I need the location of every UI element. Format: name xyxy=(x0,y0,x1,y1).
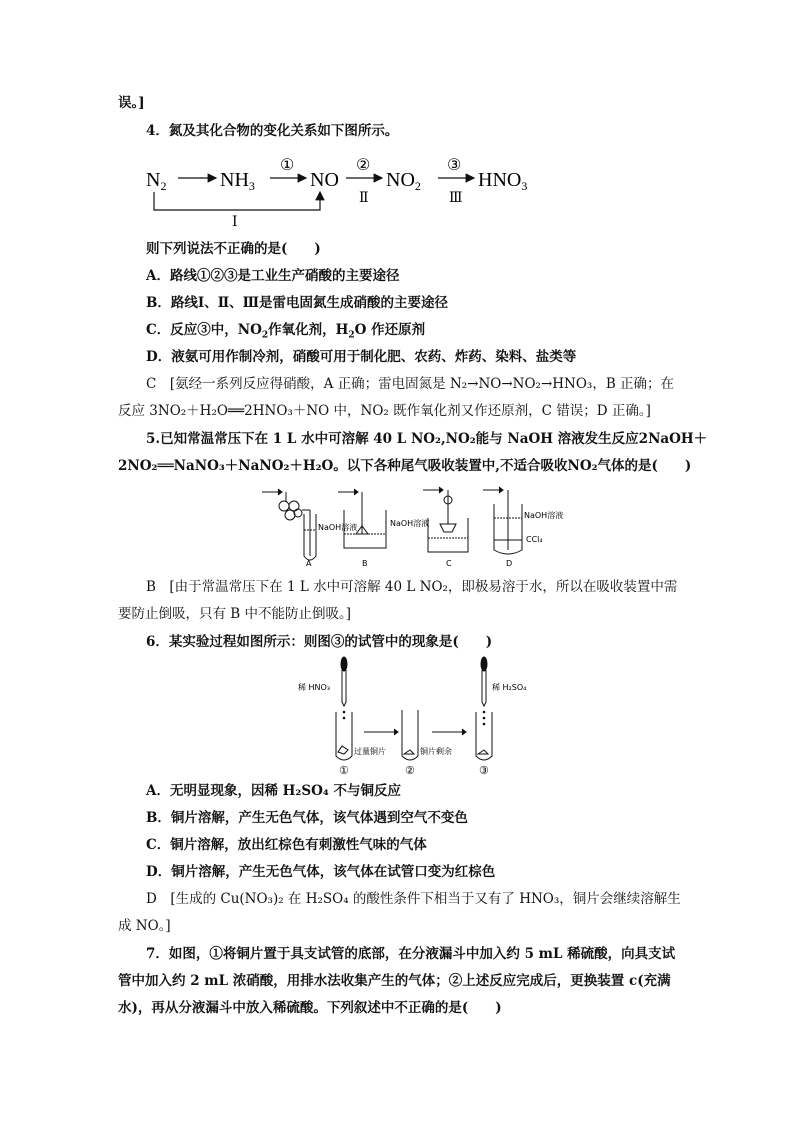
absorption-apparatus-figure xyxy=(258,486,568,568)
q4-answer-line1: C [氨经一系列反应得硝酸，A 正确；雷电固氮是 N₂→NO→NO₂→HNO₃，B 正确；在 xyxy=(146,376,675,392)
route1-arrow xyxy=(154,192,320,210)
label-d: D xyxy=(506,559,513,568)
q4-option-a: A．路线①②③是工业生产硝酸的主要途径 xyxy=(146,268,400,284)
copper-experiment-figure xyxy=(298,654,558,776)
label-dilute-h2so4: 稀 H₂SO₄ xyxy=(492,683,527,692)
q6-answer-line1: D [生成的 Cu(NO₃)₂ 在 H₂SO₄ 的酸性条件下相当于又有了 HNO₃，铜片会继续溶解生 xyxy=(146,891,681,907)
dropper-1 xyxy=(341,657,347,719)
q6-option-d: D．铜片溶解，产生无色气体，该气体在试管口变为红棕色 xyxy=(146,864,496,880)
dropper-3 xyxy=(481,657,487,725)
q6-stem: 6．某实验过程如图所示：则图③的试管中的现象是( ) xyxy=(146,634,493,650)
copper-experiment-svg xyxy=(298,654,558,776)
apparatus-a xyxy=(262,489,316,560)
hno3-label: $HNO_3$ xyxy=(478,169,528,193)
q3-tail: 误。] xyxy=(118,95,145,111)
route2-label: Ⅱ xyxy=(359,190,369,206)
apparatus-c xyxy=(423,487,468,552)
label-ccl4: CCl₄ xyxy=(526,535,543,544)
label-c: C xyxy=(446,559,452,568)
no-label: NO xyxy=(310,169,339,191)
q5-answer-line2: 要防止倒吸，只有 B 中不能防止倒吸。] xyxy=(118,606,352,622)
label-b: B xyxy=(362,559,368,568)
q4-question: 则下列说法不正确的是( ) xyxy=(146,241,321,257)
q6-option-b: B．铜片溶解，产生无色气体，该气体遇到空气不变色 xyxy=(146,810,468,826)
q4-option-d: D．液氨可用作制冷剂，硝酸可用于制化肥、农药、炸药、染料、盐类等 xyxy=(146,349,577,365)
step3-label: ③ xyxy=(447,155,462,174)
q5-stem-line1: 5.已知常温常压下在 1 L 水中可溶解 40 L NO₂,NO₂能与 NaOH 溶液发生反应2NaOH＋ xyxy=(146,431,708,447)
nitrogen-cycle-svg xyxy=(140,150,560,230)
route3-label: Ⅲ xyxy=(449,190,463,206)
n2-label: $N_2$ xyxy=(146,169,167,193)
label-naoh-a: NaOH溶液 xyxy=(318,523,358,532)
q4-stem: 4．氮及其化合物的变化关系如下图所示。 xyxy=(146,123,399,139)
label-naoh-d: NaOH溶液 xyxy=(524,511,564,520)
q4-option-c: C．反应③中，$NO_2$作氧化剂，$H_2O$ 作还原剂 xyxy=(146,322,426,341)
q7-stem-line1: 7．如图，①将铜片置于具支试管的底部，在分液漏斗中加入约 5 mL 稀硫酸，向具支试 xyxy=(146,946,676,962)
q5-answer-line1: B [由于常温常压下在 1 L 水中可溶解 40 L NO₂，即极易溶于水，所以在吸收装置中需 xyxy=(146,579,678,595)
q4-option-b: B．路线Ⅰ、Ⅱ、Ⅲ是雷电固氮生成硝酸的主要途径 xyxy=(146,295,449,311)
q7-stem-line2: 管中加入约 2 mL 浓硝酸，用排水法收集产生的气体；②上述反应完成后，更换装置 c(充满 xyxy=(118,973,671,989)
q4-answer-line2: 反应 3NO₂＋H₂O══2HNO₃＋NO 中，NO₂ 既作氧化剂又作还原剂，C 错误；D 正确。] xyxy=(118,403,651,419)
label-tube-2: ② xyxy=(405,764,415,776)
label-dilute-hno3: 稀 HNO₃ xyxy=(298,683,331,692)
label-a: A xyxy=(306,559,312,568)
label-naoh-c: NaOH溶液 xyxy=(390,519,430,528)
q4-option-c-part1: C．反应③中，NO xyxy=(146,322,262,338)
apparatus-d xyxy=(483,487,522,554)
step1-label: ① xyxy=(280,155,295,174)
absorption-apparatus-svg xyxy=(258,486,568,568)
step2-label: ② xyxy=(356,155,371,174)
q6-option-c: C．铜片溶解，放出红棕色有刺激性气味的气体 xyxy=(146,837,427,853)
label-excess-copper: 过量铜片 xyxy=(354,747,386,756)
q4-option-c-part3: O 作还原剂 xyxy=(354,322,426,338)
label-tube-3: ③ xyxy=(479,764,489,776)
q4-option-c-part2: 作氧化剂，H xyxy=(268,322,349,338)
label-tube-1: ① xyxy=(339,764,349,776)
q6-answer-line2: 成 NO。] xyxy=(118,918,171,934)
q5-stem-line2: 2NO₂══NaNO₃＋NaNO₂＋H₂O。以下各种尾气吸收装置中,不适合吸收NO₂气体的是( ) xyxy=(118,458,692,474)
test-tube-2 xyxy=(402,710,418,760)
nitrogen-cycle-diagram xyxy=(140,150,560,230)
nh3-label: $NH_3$ xyxy=(220,169,255,193)
apparatus-b xyxy=(338,489,386,548)
q7-stem-line3: 水)，再从分液漏斗中放入稀硫酸。下列叙述中不正确的是( ) xyxy=(118,1000,502,1016)
no2-label: $NO_2$ xyxy=(386,169,421,193)
route1-label: Ⅰ xyxy=(232,214,238,230)
q6-option-a: A．无明显现象，因稀 H₂SO₄ 不与铜反应 xyxy=(146,783,401,799)
label-copper-remaining: 铜片剩余 xyxy=(420,747,452,756)
